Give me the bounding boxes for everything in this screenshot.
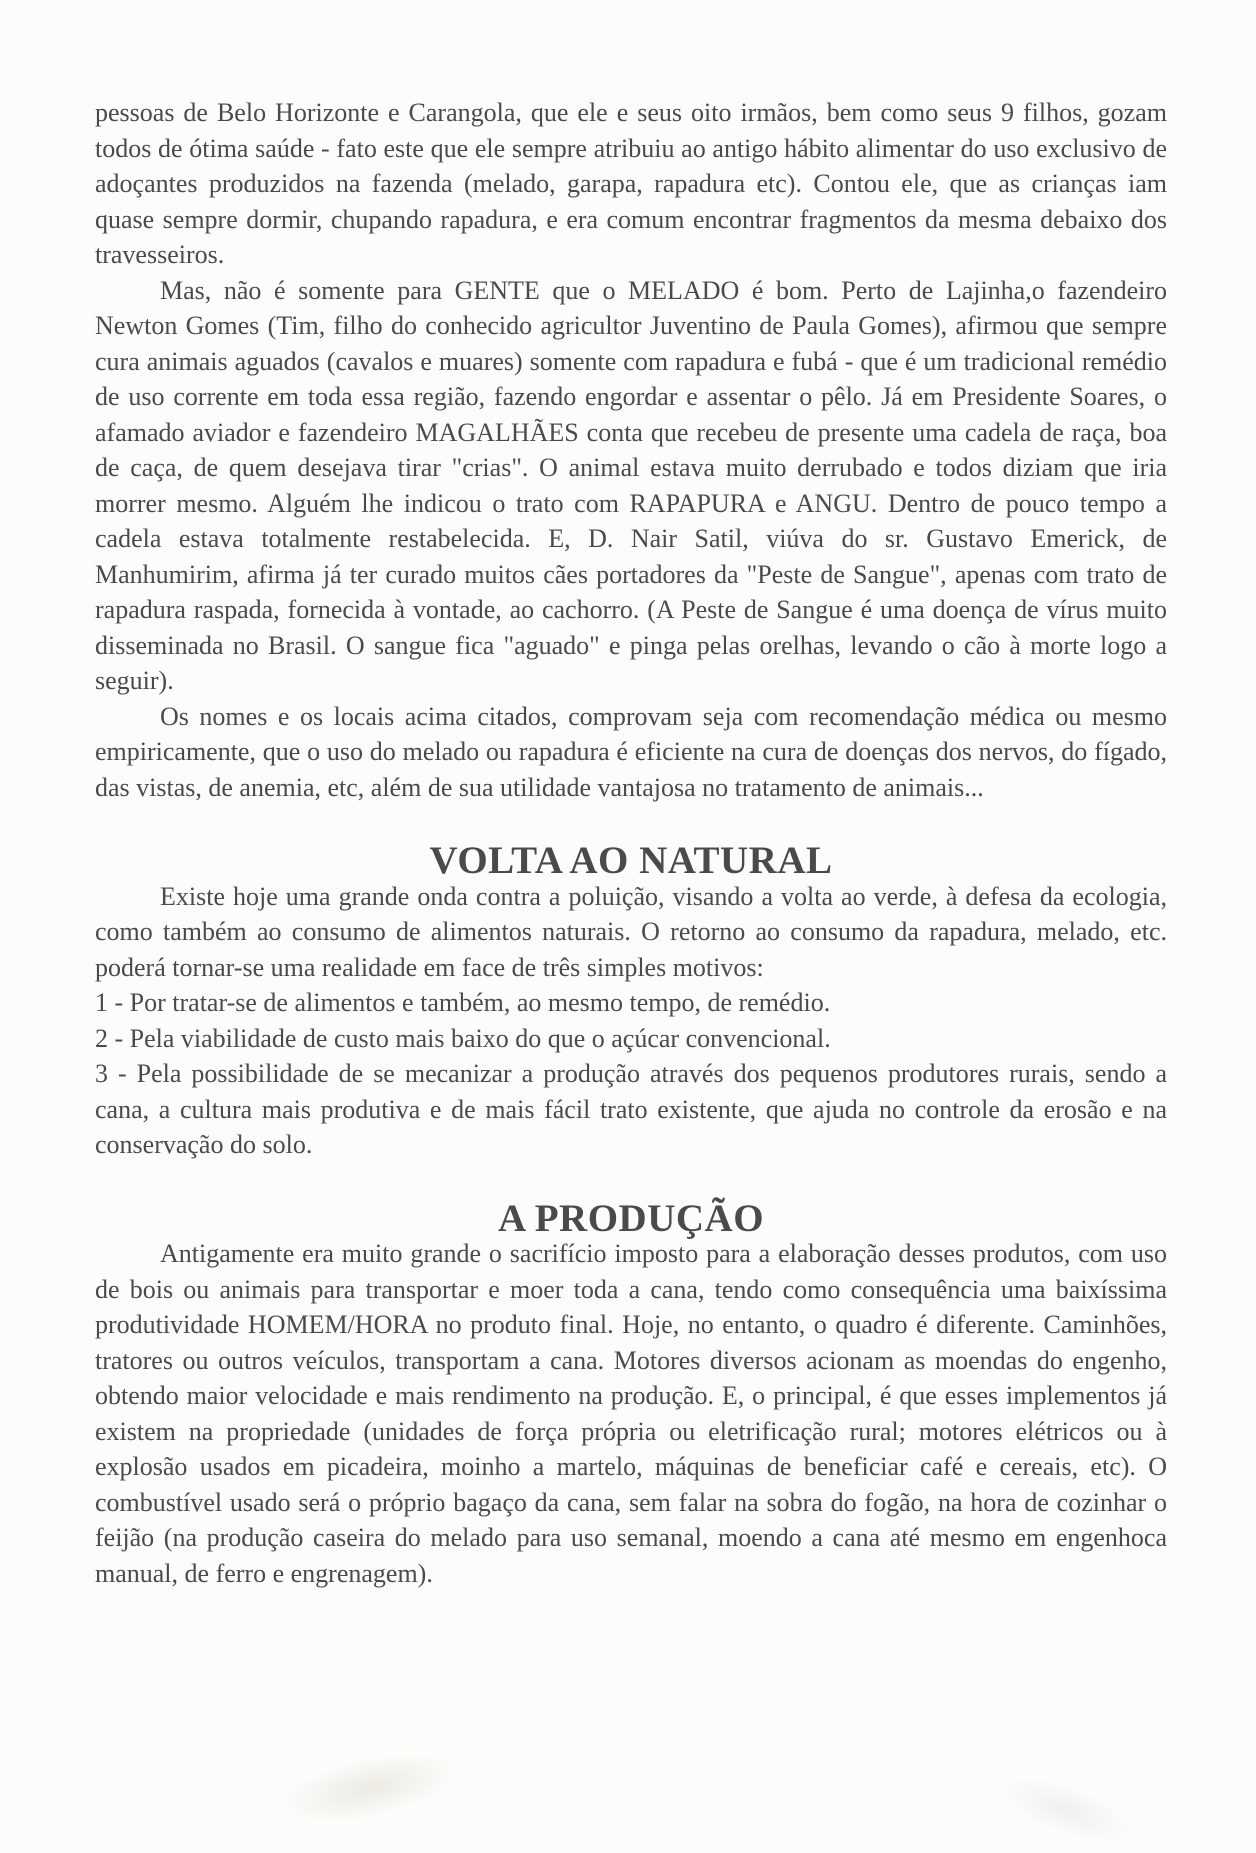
paragraph-production-history: Antigamente era muito grande o sacrifício imposto para a elaboração desses produtos, com uso de bois ou animais para transportar e moer toda a cana, tendo como consequência uma baixíssima produtividade HOMEM/HORA no produto final. Hoje, no entanto, o quadro é diferente. Caminhões, tratores ou outros veículos, transportam a cana. Motores diversos acionam as moendas do engenho, obtendo maior velocidade e mais rendimento na produção. E, o principal, é que esses implementos já existem na propriedade (unidades de força própria ou eletrificação rural; motores elétricos ou à explosão usados em picadeira, moinho a martelo, máquinas de beneficiar café e cereais, etc). O combustível usado será o próprio bagaço da cana, sem falar na sobra do fogão, na hora de cozinhar o feijão (na produção caseira do melado para uso semanal, moendo a cana até mesmo em engenhoca manual, de ferro e engrenagem).	[95, 1239, 1167, 1588]
scan-smudge-mark-secondary	[992, 1763, 1141, 1853]
list-item-motive-2: 2 - Pela viabilidade de custo mais baixo do que o açúcar convencional.	[95, 1023, 831, 1053]
paragraph-continuation-health-habits: pessoas de Belo Horizonte e Carangola, que ele e seus oito irmãos, bem como seus 9 filhos, gozam todos de ótima saúde - fato este que ele sempre atribuiu ao antigo hábito alimentar do uso exclusivo de adoçantes produzidos na fazenda (melado, garapa, rapadura etc). Contou ele, que as crianças iam quase sempre dormir, chupando rapadura, e era comum encontrar fragmentos da mesma debaixo dos travesseiros.	[95, 98, 1167, 269]
paragraph-ecology-return: Existe hoje uma grande onda contra a poluição, visando a volta ao verde, à defesa da ecologia, como também ao consumo de alimentos naturais. O retorno ao consumo da rapadura, melado, etc. poderá tornar-se uma realidade em face de três simples motivos:	[95, 881, 1167, 982]
paragraph-conclusion-uses: Os nomes e os locais acima citados, comprovam seja com recomendação médica ou mesmo empiricamente, que o uso do melado ou rapadura é eficiente na cura de doenças dos nervos, do fígado, das vistas, de anemia, etc, além de sua utilidade vantajosa no tratamento de animais...	[95, 701, 1167, 802]
paragraph-animal-cures: Mas, não é somente para GENTE que o MELADO é bom. Perto de Lajinha,o fazendeiro Newton Gomes (Tim, filho do conhecido agricultor Juventino de Paula Gomes), afirmou que sempre cura animais aguados (cavalos e muares) somente com rapadura e fubá - que é um tradicional remédio de uso corrente em toda essa região, fazendo engordar e assentar o pêlo. Já em Presidente Soares, o afamado aviador e fazendeiro MAGALHÃES conta que recebeu de presente uma cadela de raça, boa de caça, de quem desejava tirar "crias". O animal estava muito derrubado e todos diziam que iria morrer mesmo. Alguém lhe indicou o trato com RAPAPURA e ANGU. Dentro de pouco tempo a cadela estava totalmente restabelecida. E, D. Nair Satil, viúva do sr. Gustavo Emerick, de Manhumirim, afirma já ter curado muitos cães portadores da "Peste de Sangue", apenas com trato de rapadura raspada, fornecida à vontade, ao cachorro. (A Peste de Sangue é uma doença de vírus muito disseminada no Brasil. O sangue fica "aguado" e pinga pelas orelhas, levando o cão à morte logo a seguir).	[95, 275, 1167, 695]
scan-smudge-mark	[276, 1740, 465, 1836]
section-heading-a-producao: A PRODUÇÃO	[497, 1196, 765, 1240]
list-item-motive-1: 1 - Por tratar-se de alimentos e também, ao mesmo tempo, de remédio.	[95, 988, 831, 1017]
list-item-motive-3: 3 - Pela possibilidade de se mecanizar a produção através dos pequenos produtores rurais, sendo a cana, a cultura mais produtiva e de mais fácil trato existente, que ajuda no controle da erosão e na conservação do solo.	[95, 1059, 1167, 1159]
section-heading-volta-ao-natural: VOLTA AO NATURAL	[429, 839, 833, 882]
